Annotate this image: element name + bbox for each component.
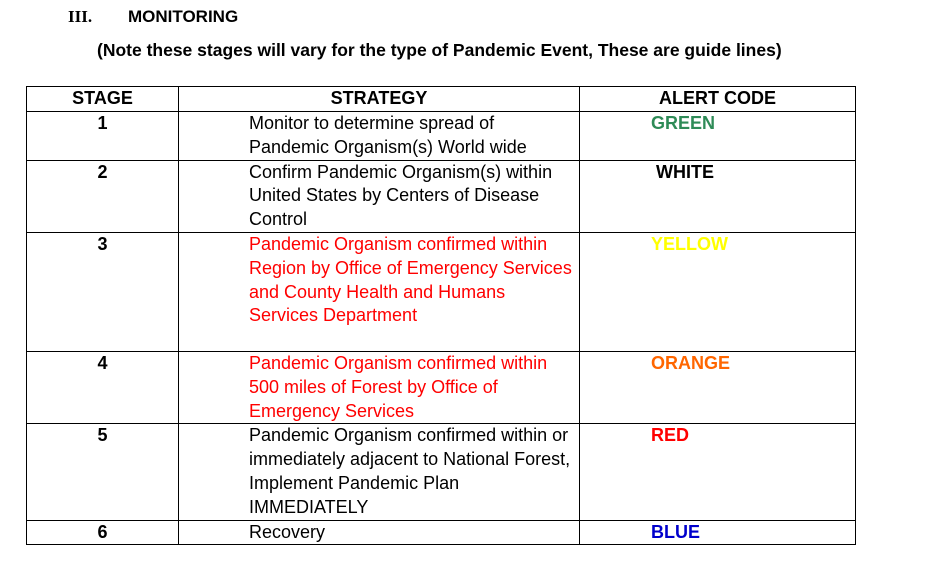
header-alert-code: ALERT CODE	[580, 87, 856, 112]
strategy-cell: Recovery	[179, 520, 580, 545]
section-note: (Note these stages will vary for the type of Pandemic Event, These are guide lines)	[97, 40, 782, 60]
stage-cell: 3	[27, 232, 179, 351]
table-row	[27, 112, 856, 161]
stage-cell: 4	[27, 351, 179, 423]
alert-code-cell: GREEN	[580, 112, 856, 161]
stage-cell: 6	[27, 520, 179, 545]
section-number: III.	[68, 7, 93, 26]
alert-code-cell: BLUE	[580, 520, 856, 545]
strategy-cell: Pandemic Organism confirmed within Region by Office of Emergency Services and County Health and Humans Services Department	[179, 232, 580, 351]
section-title: MONITORING	[128, 7, 239, 26]
table-row	[27, 232, 856, 351]
monitoring-table	[26, 86, 856, 545]
stage-cell: 2	[27, 160, 179, 232]
alert-code-cell: YELLOW	[580, 232, 856, 351]
alert-code-cell: RED	[580, 424, 856, 520]
stage-cell: 5	[27, 424, 179, 520]
section-heading	[68, 7, 238, 29]
stage-cell: 1	[27, 112, 179, 161]
table-row	[27, 160, 856, 232]
strategy-cell: Monitor to determine spread of Pandemic Organism(s) World wide	[179, 112, 580, 161]
alert-code-cell: ORANGE	[580, 351, 856, 423]
strategy-cell: Confirm Pandemic Organism(s) within United States by Centers of Disease Control	[179, 160, 580, 232]
table-row	[27, 520, 856, 545]
header-stage: STAGE	[27, 87, 179, 112]
strategy-cell: Pandemic Organism confirmed within 500 miles of Forest by Office of Emergency Services	[179, 351, 580, 423]
table-row	[27, 351, 856, 423]
strategy-cell: Pandemic Organism confirmed within or immediately adjacent to National Forest, Implement Pandemic Plan IMMEDIATELY	[179, 424, 580, 520]
alert-code-cell: WHITE	[580, 160, 856, 232]
table-header-row	[27, 87, 856, 112]
header-strategy: STRATEGY	[179, 87, 580, 112]
table-row	[27, 424, 856, 520]
